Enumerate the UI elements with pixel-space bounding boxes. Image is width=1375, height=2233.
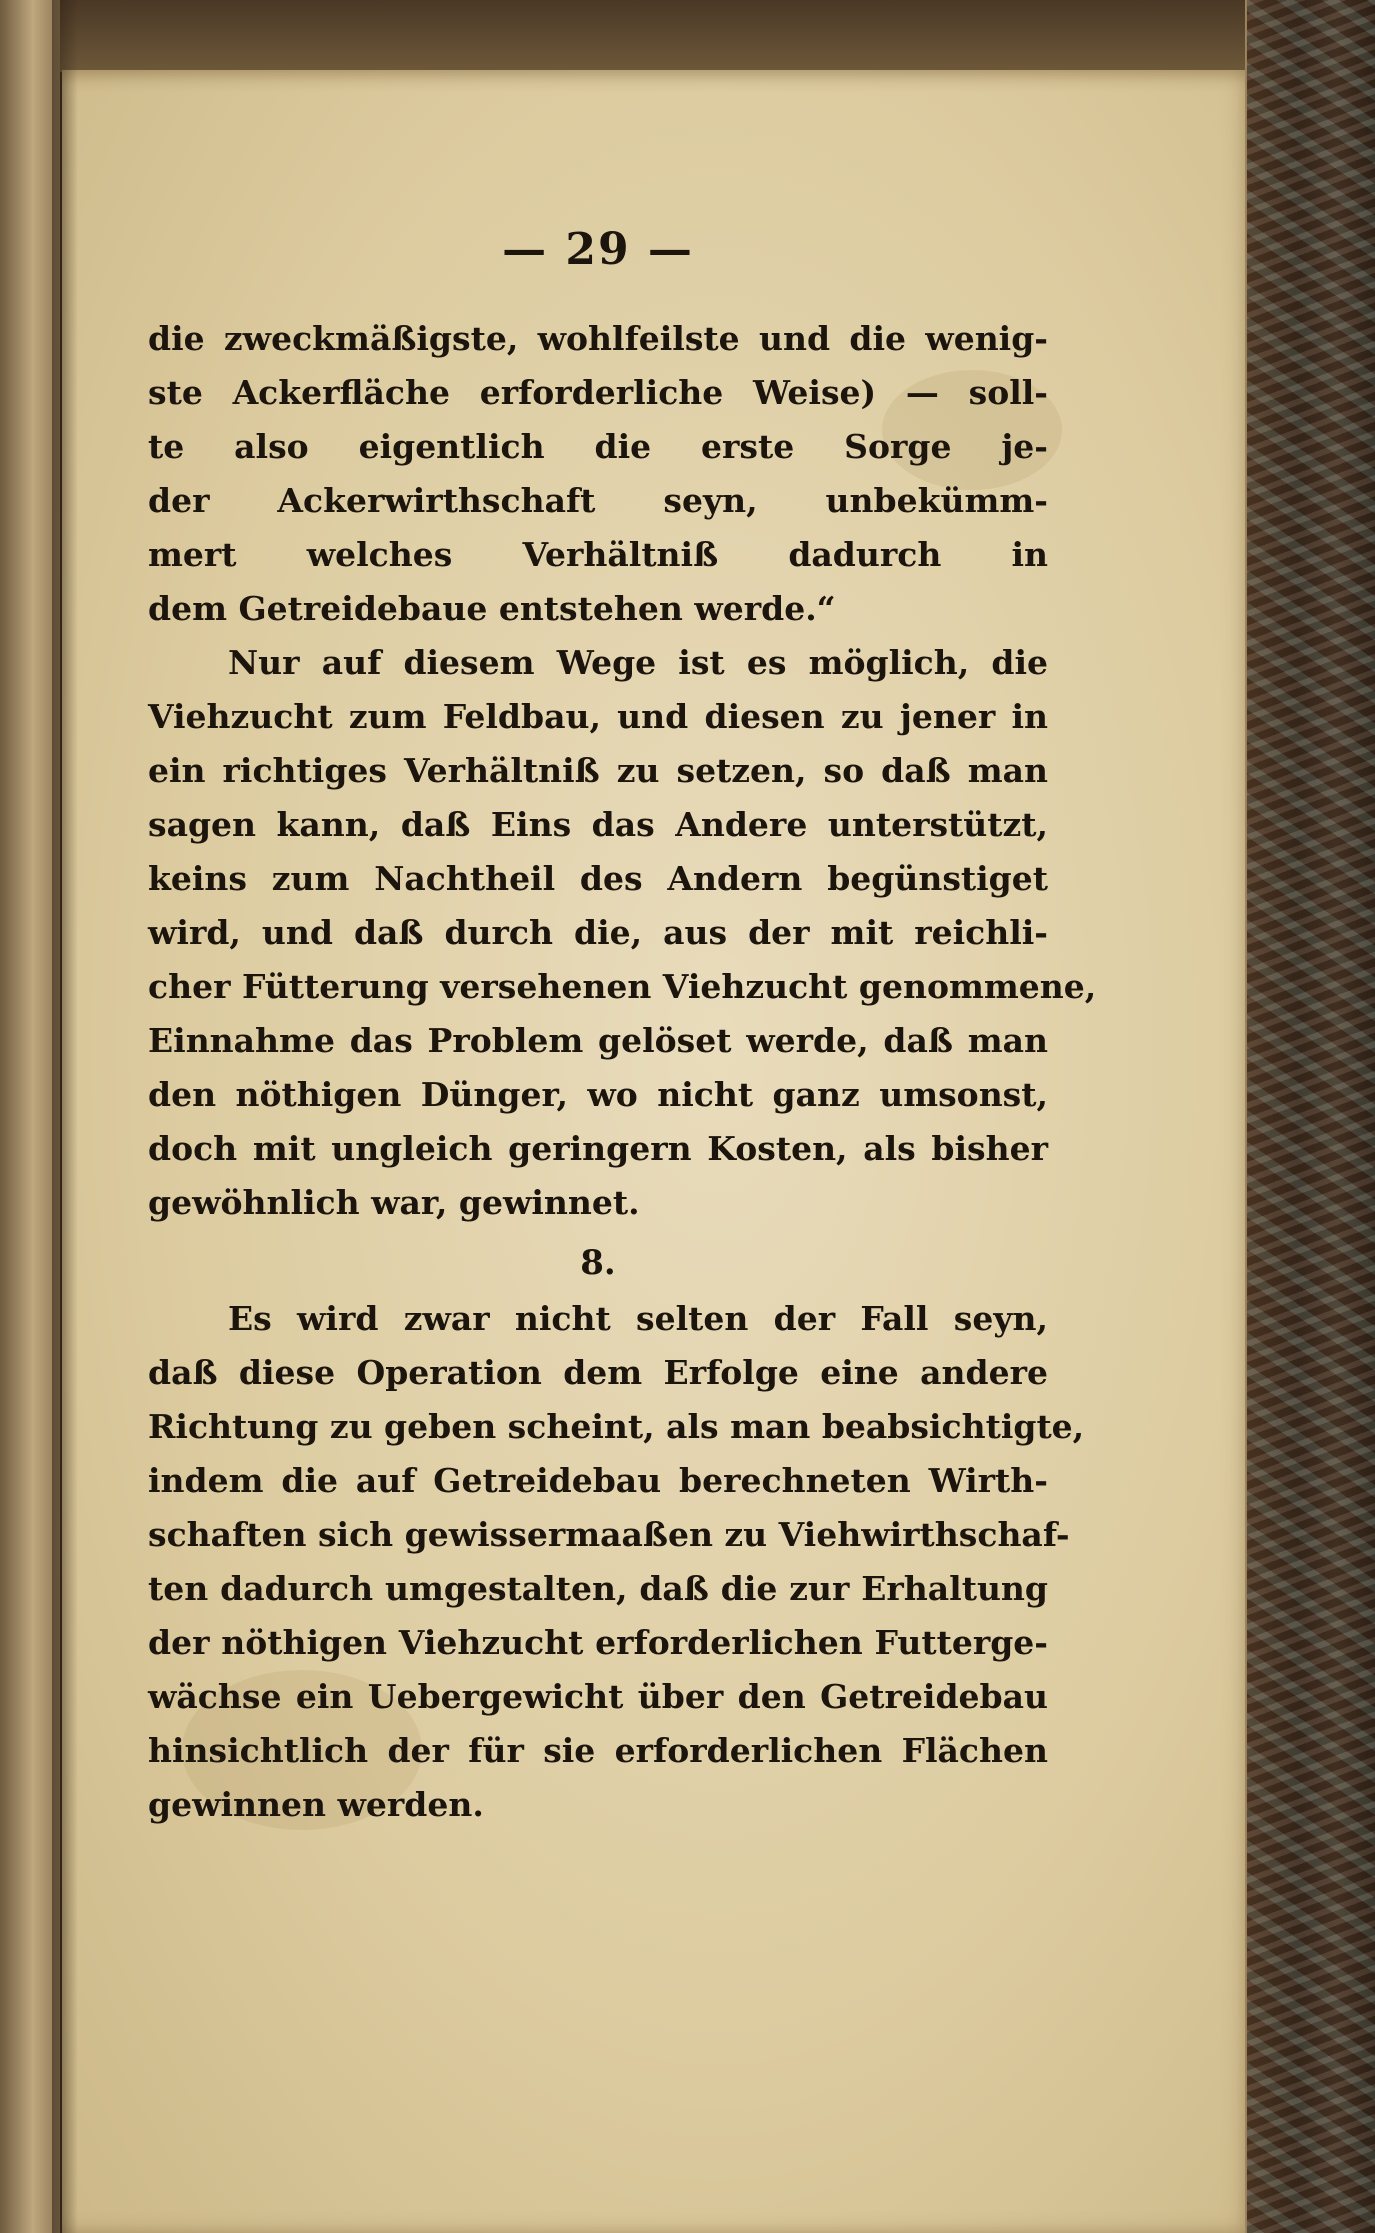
text-line: schaften sich gewissermaaßen zu Viehwirthschaf- [148,1515,1070,1554]
text-block [148,222,1097,1832]
facing-page-edge [0,0,60,2233]
text-line: Viehzucht zum Feldbau, und diesen zu jener in [148,697,1048,736]
text-line: hinsichtlich der für sie erforderlichen Flächen [148,1731,1048,1770]
text-line: wird, und daß durch die, aus der mit reichli- [148,913,1048,952]
section-number: 8. [580,1243,616,1283]
text-line: daß diese Operation dem Erfolge eine andere [148,1353,1048,1392]
text-line: gewinnen werden. [148,1785,484,1824]
text-line: Richtung zu geben scheint, als man beabsichtigte, [148,1407,1085,1446]
text-line: mert welches Verhältniß dadurch in [148,535,1048,574]
top-shadow-band [60,0,1375,72]
page-number: — 29 — [502,224,694,275]
text-line: indem die auf Getreidebau berechneten Wirth- [148,1461,1048,1500]
text-line: Einnahme das Problem gelöset werde, daß man [148,1021,1048,1060]
text-line: cher Fütterung versehenen Viehzucht genommene, [148,967,1097,1006]
text-line: Es wird zwar nicht selten der Fall seyn, [228,1299,1048,1338]
paragraph-1 [148,312,1048,636]
text-line: der Ackerwirthschaft seyn, unbekümm- [148,481,1048,520]
text-line: der nöthigen Viehzucht erforderlichen Futterge- [148,1623,1048,1662]
marbled-cover-edge [1247,0,1375,2233]
text-line: gewöhnlich war, gewinnet. [148,1183,640,1222]
text-line: Nur auf diesem Wege ist es möglich, die [228,643,1048,682]
text-line: ste Ackerfläche erforderliche Weise) — soll- [148,373,1048,412]
text-line: ein richtiges Verhältniß zu setzen, so daß man [148,751,1048,790]
text-line: sagen kann, daß Eins das Andere unterstützt, [148,805,1048,844]
text-line: doch mit ungleich geringern Kosten, als bisher [148,1129,1048,1168]
text-line: ten dadurch umgestalten, daß die zur Erhaltung [148,1569,1048,1608]
text-line: te also eigentlich die erste Sorge je- [148,427,1048,466]
text-line: dem Getreidebaue entstehen werde.“ [148,589,836,628]
text-line: keins zum Nachtheil des Andern begünstiget [148,859,1048,898]
paragraph-3 [148,1292,1085,1832]
text-line: wächse ein Uebergewicht über den Getreidebau [148,1677,1048,1716]
gutter-shadow [52,0,78,2233]
text-line: den nöthigen Dünger, wo nicht ganz umsonst, [148,1075,1048,1114]
text-line: die zweckmäßigste, wohlfeilste und die wenig- [148,319,1048,358]
paragraph-2 [148,636,1097,1230]
